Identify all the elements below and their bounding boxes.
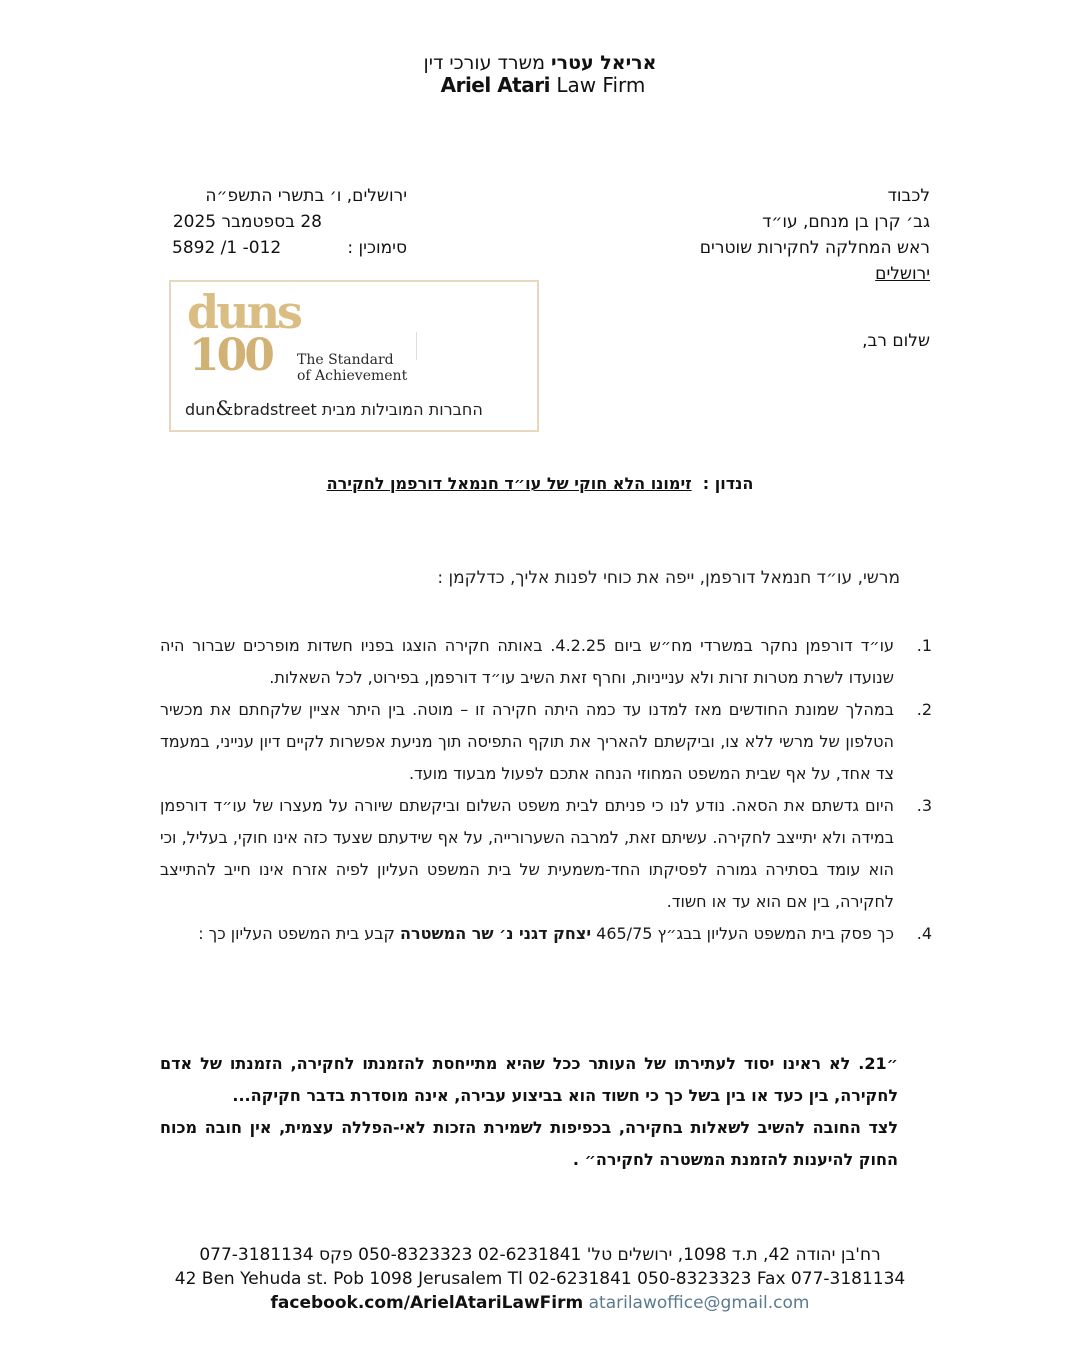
footer-contact xyxy=(0,1291,1080,1315)
footer xyxy=(0,1243,1080,1315)
firm-name-english-rest: Law Firm xyxy=(556,73,646,97)
court-quote xyxy=(160,1048,898,1176)
intro-paragraph: מרשי, עו״ד חנמאל דורפמן, ייפה את כוחי לפנות אליך, כדלקמן : xyxy=(437,568,900,588)
reference-number: 5892 /1 -012 xyxy=(172,238,282,258)
date-block xyxy=(172,183,407,261)
logo-brand-line xyxy=(185,396,483,420)
list-item xyxy=(160,790,932,918)
item-text: במהלך שמונת החודשים מאז למדנו עד כמה היתה חקירה זו – מוטה. בין היתר אציין שלקחתם את מכשיר הטלפון של מרשי ללא צו, וביקשתם להאריך את תוקף התפיסה תוך מניעת אפשרות לקיים דיון ענייני, במעמד צד אחד, על אף שבית המשפט המחוזי הנחה אתכם לפעול מבעוד מועד. xyxy=(160,700,894,783)
item-number: 1. xyxy=(916,636,932,655)
list-item xyxy=(160,694,932,790)
firm-name-english xyxy=(6,74,1080,96)
logo-100-word: 100 xyxy=(189,330,272,381)
logo-brand-dun: dun xyxy=(185,400,216,419)
item-number: 4. xyxy=(916,924,932,943)
letterhead xyxy=(0,52,1080,96)
facebook-link[interactable]: facebook.com/ArielAtariLawFirm xyxy=(270,1293,584,1313)
firm-name-hebrew xyxy=(0,52,1080,74)
firm-name-hebrew-rest: משרד עורכי דין xyxy=(423,52,545,74)
logo-brand-bradstreet: bradstreet xyxy=(233,400,317,419)
logo-duns-word: duns xyxy=(187,285,300,339)
recipient-honorific: לכבוד xyxy=(887,186,930,206)
recipient-block xyxy=(600,183,930,287)
footer-address-hebrew: רח'בן יהודה 42, ת.ד 1098, ירושלים טל' 02-6231841 050-8323323 פקס 077-3181134 xyxy=(199,1245,881,1265)
item-text-part: קבע בית המשפט העליון כך : xyxy=(198,924,400,943)
subject-line xyxy=(0,474,1080,493)
gregorian-date: 28 בספטמבר 2025 xyxy=(172,212,322,232)
item-text: עו״ד דורפמן נחקר במשרדי מח״ש ביום 4.2.25. באותה חקירה הוצגו בפניו חשדות מופרכים שברור היה שנועדו לשרת מטרות זרות ולא ענייניות, וחרף זאת השיב עו״ד דורפמן, בפירוט, לכל השאלות. xyxy=(160,636,894,687)
footer-address-english: 42 Ben Yehuda st. Pob 1098 Jerusalem Tl 02-6231841 050-8323323 Fax 077-3181134 xyxy=(174,1269,906,1289)
item-text-part: כך פסק בית המשפט העליון בבג״ץ 465/75 xyxy=(591,924,894,943)
reference-row xyxy=(172,235,407,261)
item-number: 2. xyxy=(916,700,932,719)
item-number: 3. xyxy=(916,796,932,815)
logo-brand-hebrew: החברות המובילות מבית xyxy=(321,400,483,419)
subject-label: הנדון : xyxy=(702,474,754,493)
recipient-name: גב׳ קרן בן מנחם, עו״ד xyxy=(762,212,930,232)
quote-paragraph: ״21. לא ראינו יסוד לעתירתו של העותר ככל שהיא מתייחסת להזמנתו לחקירה, הזמנתו של אדם לחקירה, בין כעד או בין בשל כך כי חשוד הוא בביצוע עבירה, אינה מוסדרת בדבר חקיקה... xyxy=(160,1054,898,1105)
list-item xyxy=(160,630,932,694)
salutation: שלום רב, xyxy=(862,331,930,351)
hebrew-date: ירושלים, ו׳ בתשרי התשפ״ה xyxy=(205,186,407,206)
logo-tagline xyxy=(297,352,407,384)
item-text xyxy=(160,918,894,950)
case-name: יצחק דגני נ׳ שר המשטרה xyxy=(400,924,592,943)
firm-name-english-bold: Ariel Atari xyxy=(440,73,550,97)
email-link[interactable]: atarilawoffice@gmail.com xyxy=(588,1293,810,1313)
quote-paragraph: לצד החובה להשיב לשאלות בחקירה, בכפיפות לשמירת הזכות לאי-הפללה עצמית, אין חובה מכוח החוק להיענות להזמנת המשטרה לחקירה״ . xyxy=(160,1118,898,1169)
logo-tagline-line2: of Achievement xyxy=(297,368,408,384)
logo-tagline-line1: The Standard xyxy=(297,352,394,368)
logo-divider xyxy=(416,332,417,360)
logo-ampersand-icon: & xyxy=(215,396,234,420)
recipient-title: ראש המחלקה לחקירות שוטרים xyxy=(699,238,930,258)
item-text: היום גדשתם את הסאה. נודע לנו כי פניתם לבית משפט השלום וביקשתם שיורה על מעצרו של עו״ד דורפמן במידה ולא יתייצב לחקירה. עשיתם זאת, למרבה השערורייה, על אף שידעתם שצעד כזה אינו חוקי, בעליל, וכי הוא עומד בסתירה גמורה לפסיקתו החד-משמעית של בית המשפט העליון לפיה אזרח אינו חייב להתייצב לחקירה, בין אם הוא עד או חשוד. xyxy=(160,796,894,911)
list-item xyxy=(160,918,932,950)
numbered-list xyxy=(160,630,932,950)
firm-name-hebrew-bold: אריאל עטרי xyxy=(551,52,657,74)
recipient-city: ירושלים xyxy=(875,264,930,284)
duns100-logo xyxy=(169,280,539,432)
reference-label: סימוכין : xyxy=(347,238,407,258)
subject-text: זימונו הלא חוקי של עו״ד חנמאל דורפמן לחקירה xyxy=(326,474,692,493)
